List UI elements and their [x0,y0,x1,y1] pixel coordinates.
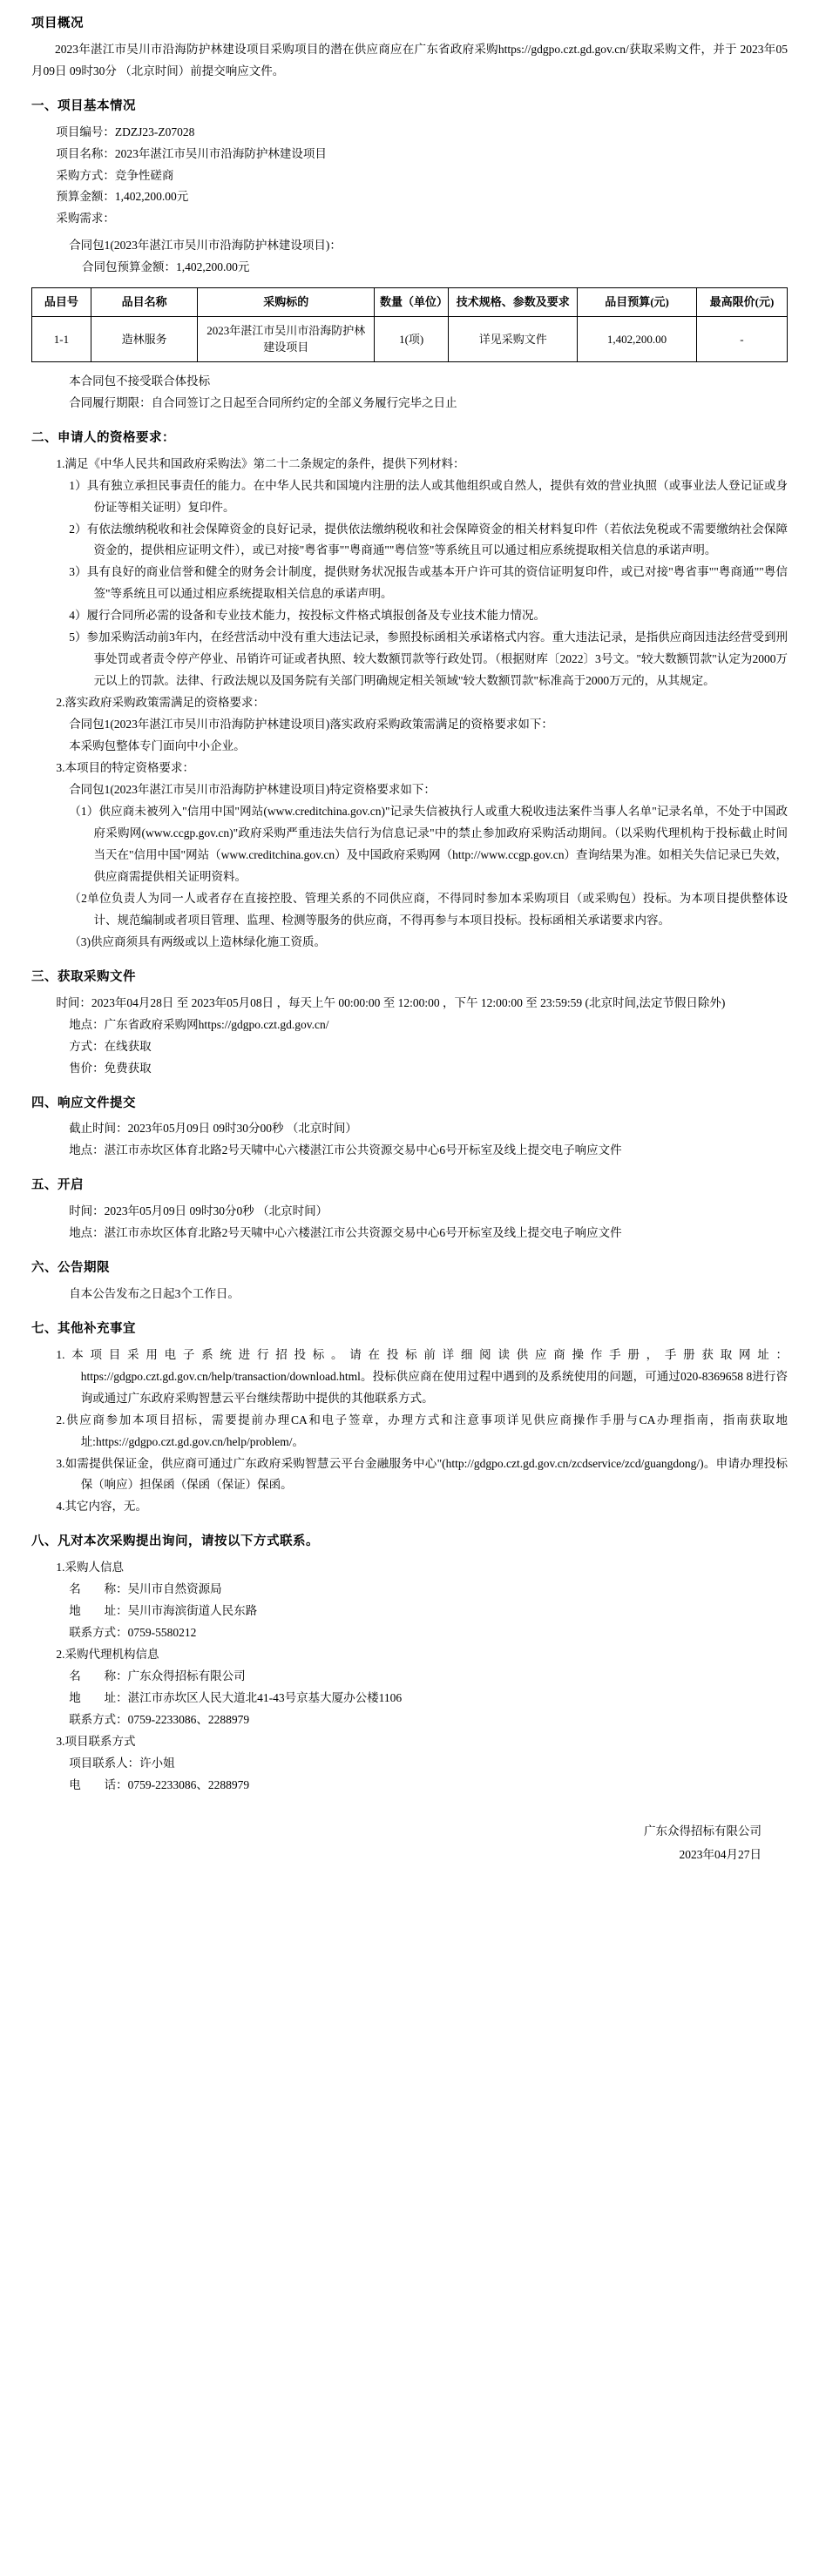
table-cell-spec: 详见采购文件 [449,316,578,361]
qualification-item: 1.满足《中华人民共和国政府采购法》第二十二条规定的条件，提供下列材料： [56,456,465,470]
opening-line: 时间：2023年05月09日 09时30分0秒 （北京时间） [69,1204,328,1218]
obtain-documents-line: 地点：广东省政府采购网https://gdgpo.czt.gd.gov.cn/ [69,1017,329,1031]
package-budget: 合同包预算金额：1,402,200.00元 [82,260,250,274]
basic-info-line: 项目编号：ZDZJ23-Z07028 [56,125,195,138]
table-header-cell: 品目名称 [91,288,198,317]
submission-line: 地点：湛江市赤坎区体育北路2号天啸中心六楼湛江市公共资源交易中心6号开标室及线上提交电子响应文件 [69,1143,622,1157]
basic-info-line: 项目名称：2023年湛江市吴川市沿海防护林建设项目 [56,146,327,160]
contact-line: 联系方式：0759-5580212 [69,1626,197,1640]
contact-line: 联系方式：0759-2233086、2288979 [69,1713,250,1726]
contact-line: 名 称：广东众得招标有限公司 [69,1669,246,1683]
signature-block [31,1819,788,1866]
policy-requirement-line: 本采购包整体专门面向中小企业。 [69,739,246,753]
package-title: 合同包1(2023年湛江市吴川市沿海防护林建设项目)： [69,239,342,253]
specific-qualification-title: 3.本项目的特定资格要求： [56,761,194,775]
obtain-documents-line: 售价：免费获取 [69,1061,152,1075]
qualification-sub-item: 5）参加采购活动前3年内，在经营活动中没有重大违法记录，参照投标函相关承诺格式内容。重大违法记录，是指供应商因违法经营受到刑事处罚或者责令停产停业、吊销许可证或者执照、较大数额罚款等行政处罚。（根据财库〔2022〕3号文。"较大数额罚款"认定为2000万元以上的罚款。法律、行政法规以及国务院有关部门明确规定相关领域"较大数额罚款"标准高于2000万元的，从其规定。 [69,631,788,688]
specific-qualification-sub: （1）供应商未被列入"信用中国"网站(www.creditchina.gov.cn)"记录失信被执行人或重大税收违法案件当事人名单"记录名单，不处于中国政府采购网(www.ccgp.gov.cn)"政府采购严重违法失信行为信息记录"中的禁止参加政府采购活动期间。（以采购代理机构于投标截止时间当天在"信用中国"网站（www.creditchina.gov.cn）及中国政府采购网（http://www.ccgp.gov.cn）查询结果为准。如相关失信记录已失效，供应商需提供相关证明资料。 [69,805,788,883]
table-cell-target: 2023年湛江市吴川市沿海防护林建设项目 [198,316,375,361]
basic-info-line: 采购需求： [56,212,115,226]
contract-period-note: 合同履行期限：自合同签订之日起至合同所约定的全部义务履行完毕之日止 [69,395,457,409]
section-title-announcement-period: 六、公告期限 [31,1261,110,1276]
items-table [31,287,788,362]
qualification-sub-item: 4）履行合同所必需的设备和专业技术能力，按投标文件格式填报创备及专业技术能力情况。 [69,609,545,623]
table-header-cell: 品目号 [32,288,91,317]
contact-block-heading: 1.采购人信息 [56,1561,124,1575]
contact-line: 电 话：0759-2233086、2288979 [69,1777,250,1791]
table-cell-quantity: 1(项) [374,316,448,361]
qualification-sub-item: 1）具有独立承担民事责任的能力。在中华人民共和国境内注册的法人或其他组织或自然人，提供有效的营业执照（或事业法人登记证或身份证等相关证明）复印件。 [69,478,788,514]
contact-block-heading: 3.项目联系方式 [56,1734,136,1748]
signature-date: 2023年04月27日 [679,1847,761,1861]
specific-qualification-sub: （3)供应商须具有两级或以上造林绿化施工资质。 [69,934,326,948]
specific-qualification-sub: （2单位负责人为同一人或者存在直接控股、管理关系的不同供应商，不得同时参加本采购项目（或采购包）投标。为本项目提供整体设计、规范编制或者项目管理、监理、检测等服务的供应商，不得再参与本项目投标。投标函相关承诺要求内容。 [69,891,788,927]
section-title-contact: 八、凡对本次采购提出询问，请按以下方式联系。 [31,1534,319,1549]
announcement-period-line: 自本公告发布之日起3个工作日。 [69,1286,240,1300]
submission-line: 截止时间：2023年05月09日 09时30分00秒 （北京时间） [69,1122,357,1136]
other-matters-item: 3.如需提供保证金，供应商可通过广东政府采购智慧云平台金融服务中心"(http://gdgpo.czt.gd.gov.cn/zcdservice/zcd/guangdong/)。申请办理投标保（响应）担保函（保函（保证）保函。 [56,1456,788,1492]
basic-info-line: 预算金额：1,402,200.00元 [56,190,189,204]
obtain-documents-line: 方式：在线获取 [69,1039,152,1053]
other-matters-item: 4.其它内容，无。 [56,1500,147,1514]
contact-line: 项目联系人：许小姐 [69,1756,175,1770]
section-title-overview: 项目概况 [31,17,84,30]
section-title-opening: 五、开启 [31,1178,84,1193]
contact-line: 地 址：吴川市海滨街道人民东路 [69,1604,258,1618]
table-header-cell: 最高限价(元) [696,288,787,317]
section-title-basic-info: 一、项目基本情况 [31,98,136,113]
opening-line: 地点：湛江市赤坎区体育北路2号天啸中心六楼湛江市公共资源交易中心6号开标室及线上提交电子响应文件 [69,1226,622,1240]
contact-line: 地 址：湛江市赤坎区人民大道北41-43号京基大厦办公楼1106 [69,1691,403,1705]
table-cell-max-price: - [696,316,787,361]
table-header-cell: 数量（单位） [374,288,448,317]
contact-block-heading: 2.采购代理机构信息 [56,1648,159,1662]
specific-qualification-line: 合同包1(2023年湛江市吴川市沿海防护林建设项目)特定资格要求如下： [69,783,436,797]
table-header-cell: 品目预算(元) [578,288,697,317]
table-row [32,316,788,361]
qualification-sub-item: 2）有依法缴纳税收和社会保障资金的良好记录，提供依法缴纳税收和社会保障资金的相关材料复印件（若依法免税或不需要缴纳社会保障资金的，提供相应证明文件），或已对接"粤省事""粤商通""粤信签"等系统且可以通过相应系统提取相关信息的承诺声明。 [69,522,788,557]
section-title-other-matters: 七、其他补充事宜 [31,1321,136,1336]
obtain-documents-line: 时间：2023年04月28日 至 2023年05月08日 ，每天上午 00:00:00 至 12:00:00 ，下午 12:00:00 至 23:59:59 (北京时间,法定节假日除外) [56,995,726,1009]
no-consortium-note: 本合同包不接受联合体投标 [69,374,211,388]
section-title-submission: 四、响应文件提交 [31,1096,136,1110]
contact-line: 名 称：吴川市自然资源局 [69,1582,222,1596]
table-cell-budget: 1,402,200.00 [578,316,697,361]
policy-requirement-line: 合同包1(2023年湛江市吴川市沿海防护林建设项目)落实政府采购政策需满足的资格要求如下： [69,718,553,732]
qualification-sub-item: 3）具有良好的商业信誉和健全的财务会计制度，提供财务状况报告或基本开户许可其的资信证明复印件，或已对接"粤省事""粤商通""粤信签"等系统且可以通过相应系统提取相关信息的承诺声明。 [69,565,788,601]
table-cell-item-name: 造林服务 [91,316,198,361]
table-cell-item-no: 1-1 [32,316,91,361]
other-matters-item: 1.本项目采用电子系统进行招投标。请在投标前详细阅读供应商操作手册，手册获取网址：https://gdgpo.czt.gd.gov.cn/help/transaction/download.html。投标供应商在使用过程中遇到的及系统使用的问题，可通过020-8369658 8进行咨询或通过广东政府采购智慧云平台继续帮助中提供的其他联系方式。 [56,1347,788,1405]
table-header-cell: 技术规格、参数及要求 [449,288,578,317]
basic-info-line: 采购方式：竞争性磋商 [56,168,174,182]
section-title-qualification: 二、申请人的资格要求： [31,430,175,445]
table-header-row [32,288,788,317]
table-header-cell: 采购标的 [198,288,375,317]
other-matters-item: 2.供应商参加本项目招标，需要提前办理CA和电子签章，办理方式和注意事项详见供应商操作手册与CA办理指南，指南获取地址:https://gdgpo.czt.gd.gov.cn/help/problem/。 [56,1413,788,1448]
overview-body: 2023年湛江市吴川市沿海防护林建设项目采购项目的潜在供应商应在广东省政府采购https://gdgpo.czt.gd.gov.cn/获取采购文件，并于 2023年05月09日 09时30分 （北京时间）前提交响应文件。 [31,42,788,78]
signature-company: 广东众得招标有限公司 [644,1824,761,1838]
section-title-obtain-documents: 三、获取采购文件 [31,969,136,984]
qualification-item: 2.落实政府采购政策需满足的资格要求： [56,696,265,710]
